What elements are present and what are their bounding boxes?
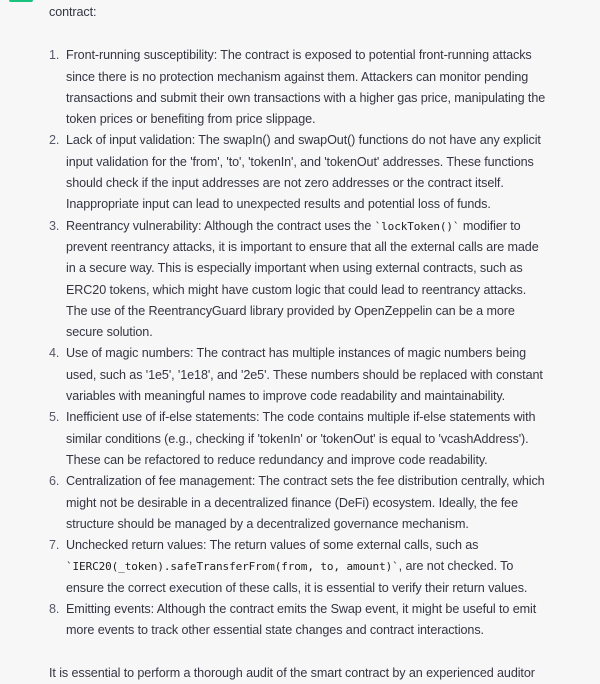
message-outro: It is essential to perform a thorough audit of the smart contract by an experienced auditor <box>49 665 535 680</box>
list-item-number: 6. <box>49 474 60 489</box>
findings-list <box>49 45 549 641</box>
list-item-text: Centralization of fee management: The contract sets the fee distribution centrally, which might not be desirable in a decentralized finance (DeFi) ecosystem. Ideally, the fee structure should be managed by a decentralized governance mechanism. <box>66 474 545 531</box>
list-item-number: 8. <box>49 602 60 617</box>
list-item-text: Unchecked return values: The return values of some external calls, such as <box>66 538 479 553</box>
inline-code: `IERC20(_token).safeTransferFrom(from, to, amount)` <box>66 560 399 574</box>
list-item-text: , are not checked. To ensure the correct execution of these calls, it is essential to verify their return values. <box>66 559 528 595</box>
message-intro: contract: <box>49 5 97 19</box>
assistant-message <box>49 0 549 684</box>
list-item <box>49 407 549 471</box>
list-item-number: 3. <box>49 218 60 233</box>
list-item-text: Front-running susceptibility: The contract is exposed to potential front-running attacks since there is no protection mechanism against them. Attackers can monitor pending transactions and submit their own transactions with a higher gas price, manipulating the token prices or benefiting from price slippage. <box>66 48 546 127</box>
list-item <box>49 599 549 642</box>
list-item-text: modifier to prevent reentrancy attacks, it is important to ensure that all the external calls are made in a secure way. This is especially important when using external contracts, such as ERC20 tokens, which might have custom logic that could lead to reentrancy attacks. The use of the ReentrancyGuard library provided by OpenZeppelin can be a more secure solution. <box>66 218 539 340</box>
list-item-number: 5. <box>49 410 60 425</box>
list-item <box>49 343 549 407</box>
list-item-text: Lack of input validation: The swapIn() and swapOut() functions do not have any explicit input validation for the 'from', 'to', 'tokenIn', and 'tokenOut' addresses. These functions should check if the input addresses are not zero addresses or the contract itself. Inappropriate input can lead to unexpected results and potential loss of funds. <box>66 133 541 212</box>
assistant-avatar <box>9 0 33 2</box>
inline-code: `lockToken()` <box>374 219 460 233</box>
list-item <box>49 130 549 215</box>
list-item-number: 2. <box>49 133 60 148</box>
list-item-text: Reentrancy vulnerability: Although the contract uses the <box>66 218 375 233</box>
list-item <box>49 535 549 599</box>
list-item-number: 4. <box>49 346 60 361</box>
list-item-text: Emitting events: Although the contract emits the Swap event, it might be useful to emit more events to track other essential state changes and contract interactions. <box>66 602 537 638</box>
list-item-text: Use of magic numbers: The contract has multiple instances of magic numbers being used, such as '1e5', '1e18', and '2e5'. These numbers should be replaced with constant variables with meaningful names to improve code readability and maintainability. <box>66 346 543 404</box>
list-item-text: Inefficient use of if-else statements: The code contains multiple if-else statements with similar conditions (e.g., checking if 'tokenIn' or 'tokenOut' is equal to 'vcashAddress'). These can be refactored to reduce redundancy and improve code readability. <box>66 410 536 467</box>
list-item <box>49 45 549 130</box>
list-item-number: 1. <box>49 48 60 63</box>
list-item <box>49 216 549 344</box>
list-item <box>49 471 549 535</box>
list-item-number: 7. <box>49 538 60 553</box>
